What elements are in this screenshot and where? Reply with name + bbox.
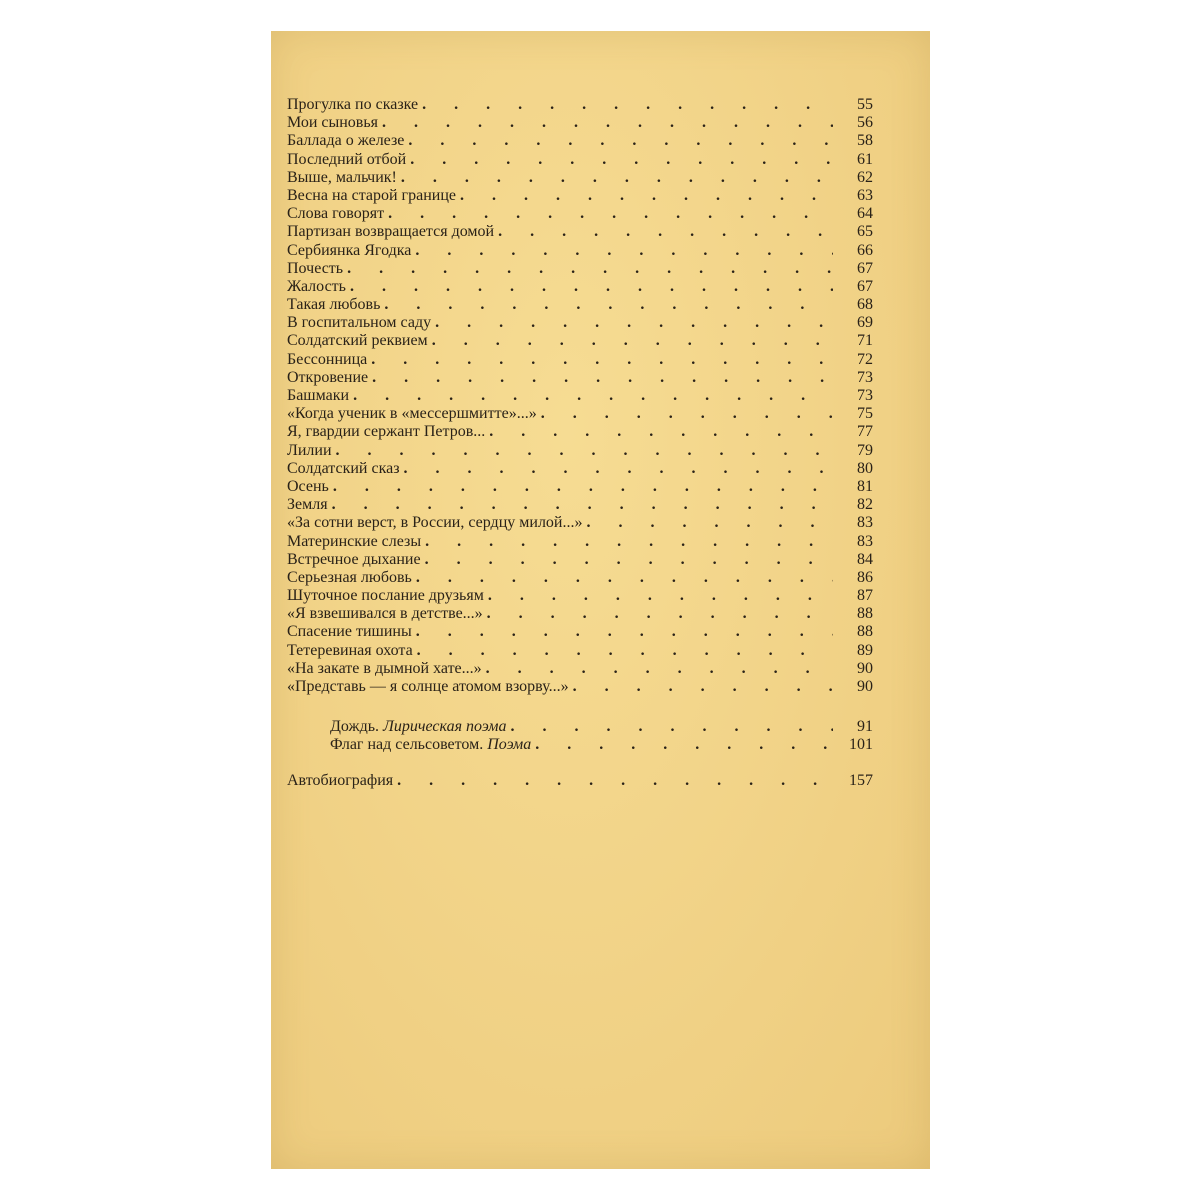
toc-entry [287,132,873,150]
toc-entry-title: Встречное дыхание [287,550,421,568]
toc-entry [287,514,873,532]
toc-entry [287,278,873,296]
toc-entry-title: Автобиография [287,771,394,789]
toc-entry-title: Бессонница [287,350,368,368]
toc-poem-title [287,718,510,736]
leader-dots [416,569,833,587]
leader-dots [425,533,833,551]
toc-entry-page: 58 [857,132,873,150]
toc-entry-page: 77 [857,423,873,441]
toc-entry-page: 55 [857,96,873,113]
toc-entry-page: 67 [857,277,873,295]
leader-dots [510,718,833,736]
toc-entry [287,332,873,350]
toc-entry-title: «Представь — я солнце атомом взорву...» [287,678,569,695]
leader-dots [422,96,833,114]
poem-name: Дождь. [330,718,380,736]
toc-entry [287,642,873,660]
leader-dots [382,114,833,132]
toc-entry [287,314,873,332]
toc-entry [287,496,873,514]
toc-entry-title: Башмаки [287,387,350,404]
toc-entry-page: 81 [857,477,873,495]
toc-entry-page: 62 [857,168,873,186]
toc-entry [287,605,873,623]
toc-entry [287,660,873,678]
toc-entry-title: Я, гвардии сержант Петров... [287,423,486,441]
toc-entry [287,460,873,478]
toc-entry [287,569,873,587]
toc-entry [287,114,873,132]
leader-dots [535,736,833,754]
toc-entry [287,223,873,241]
toc-poem-entry [287,718,873,736]
toc-entry-title: Слова говорят [287,205,385,223]
leader-dots [498,223,833,241]
toc-entry-page: 90 [857,678,873,695]
leader-dots [353,387,833,405]
leader-dots [397,772,833,790]
toc-entry-title: Жалость [287,277,346,295]
toc-entry-title: Материнские слезы [287,532,422,550]
toc-entry [287,623,873,641]
toc-entry-page: 63 [857,186,873,204]
toc-entry-page: 88 [857,623,873,641]
toc-entry [287,387,873,405]
toc-entry-page: 90 [857,659,873,677]
leader-dots [404,460,833,478]
leader-dots [332,496,833,514]
toc-entry [287,442,873,460]
toc-entry-title: Земля [287,496,328,514]
leader-dots [388,205,833,223]
toc-entry-title: «На закате в дымной хате...» [287,659,482,677]
leader-dots [435,314,833,332]
toc-poem-title [287,736,535,754]
toc-entry-title: Почесть [287,259,344,277]
toc-entry [287,351,873,369]
book-page [271,31,930,1169]
toc-entry-title: Солдатский реквием [287,332,428,350]
leader-dots [384,296,833,314]
toc-entry-title: Весна на старой границе [287,186,457,204]
toc-entry-page: 91 [857,718,873,736]
leader-dots [432,332,833,350]
toc-poem-entry [287,736,873,754]
toc-entry-page: 83 [857,532,873,550]
toc-entry-page: 157 [849,771,873,789]
toc-entry-title: Партизан возвращается домой [287,223,495,241]
toc-entry [287,678,873,696]
leader-dots [425,551,833,569]
toc-entry-page: 84 [857,550,873,568]
toc-entry-title: «Когда ученик в «мессершмитте»...» [287,405,537,423]
toc-entry [287,260,873,278]
toc-entry-title: Спасение тишины [287,623,412,641]
leader-dots [541,405,833,423]
toc-entry [287,587,873,605]
leader-dots [460,187,833,205]
toc-entry-title: Осень [287,477,329,495]
toc-entry-page: 80 [857,459,873,477]
toc-entry [287,169,873,187]
toc-entry [287,423,873,441]
toc-entry [287,533,873,551]
toc-entry-title: Шуточное послание друзьям [287,587,484,605]
toc-entry [287,296,873,314]
toc-entry [287,369,873,387]
toc-entry-page: 71 [857,332,873,350]
toc-entry [287,478,873,496]
leader-dots [410,151,833,169]
leader-dots [408,132,833,150]
poem-genre: Поэма [487,736,532,754]
toc-entry-title: Серьезная любовь [287,568,412,586]
leader-dots [488,587,833,605]
leader-dots [347,260,833,278]
toc-entry-title: «Я взвешивался в детстве...» [287,605,483,623]
toc-entry-title: Мои сыновья [287,114,379,132]
toc-entry-page: 86 [857,568,873,586]
toc-entry-title: Выше, мальчик! [287,168,397,186]
section-gap [287,696,873,718]
leader-dots [486,660,833,678]
toc-entry-title: Баллада о железе [287,132,405,150]
toc-entry-page: 89 [857,641,873,659]
toc-entry-page: 61 [857,150,873,168]
toc-entry-page: 73 [857,368,873,386]
toc-entry-page: 79 [857,441,873,459]
toc-entry-title: Лилии [287,441,332,459]
toc-entry-title: Солдатский сказ [287,459,400,477]
leader-dots [416,623,833,641]
toc-entry-page: 64 [857,205,873,223]
leader-dots [371,351,833,369]
toc-entry-title: Такая любовь [287,296,381,314]
toc-entry [287,242,873,260]
poem-genre: Лирическая поэма [383,718,507,736]
toc-entry-title: Сербиянка Ягодка [287,241,412,259]
toc-entry [287,205,873,223]
toc-entry-page: 101 [849,736,873,754]
leader-dots [586,514,833,532]
section-gap [287,755,873,772]
toc-entry-page: 75 [857,405,873,423]
toc-entry-page: 83 [857,514,873,532]
leader-dots [401,169,833,187]
leader-dots [417,642,833,660]
toc-entry-page: 66 [857,241,873,259]
toc-entry [287,187,873,205]
toc-entry-title: «За сотни верст, в России, сердцу милой...» [287,514,583,532]
toc-entry-title: Последний отбой [287,150,407,168]
leader-dots [336,442,833,460]
toc-entry-page: 73 [857,387,873,404]
toc-entry-title: Прогулка по сказке [287,96,419,113]
toc-entry-page: 67 [857,259,873,277]
leader-dots [350,278,833,296]
toc-final-entry [287,772,873,790]
table-of-contents [287,96,873,790]
leader-dots [333,478,833,496]
toc-entry-title: Откровение [287,368,369,386]
leader-dots [489,423,833,441]
leader-dots [573,678,833,696]
toc-entry-page: 56 [857,114,873,132]
leader-dots [415,242,833,260]
toc-entry-page: 65 [857,223,873,241]
toc-entry-page: 88 [857,605,873,623]
toc-entry-title: В госпитальном саду [287,314,432,332]
toc-entry [287,551,873,569]
leader-dots [372,369,833,387]
toc-entry-page: 68 [857,296,873,314]
toc-entry [287,405,873,423]
poem-name: Флаг над сельсоветом. [330,736,484,754]
toc-entry-page: 69 [857,314,873,332]
leader-dots [487,605,833,623]
toc-entry-page: 87 [857,587,873,605]
toc-entry-page: 82 [857,496,873,514]
toc-entry-title: Тетеревиная охота [287,641,413,659]
toc-entry [287,96,873,114]
toc-entry [287,151,873,169]
toc-entry-page: 72 [857,350,873,368]
